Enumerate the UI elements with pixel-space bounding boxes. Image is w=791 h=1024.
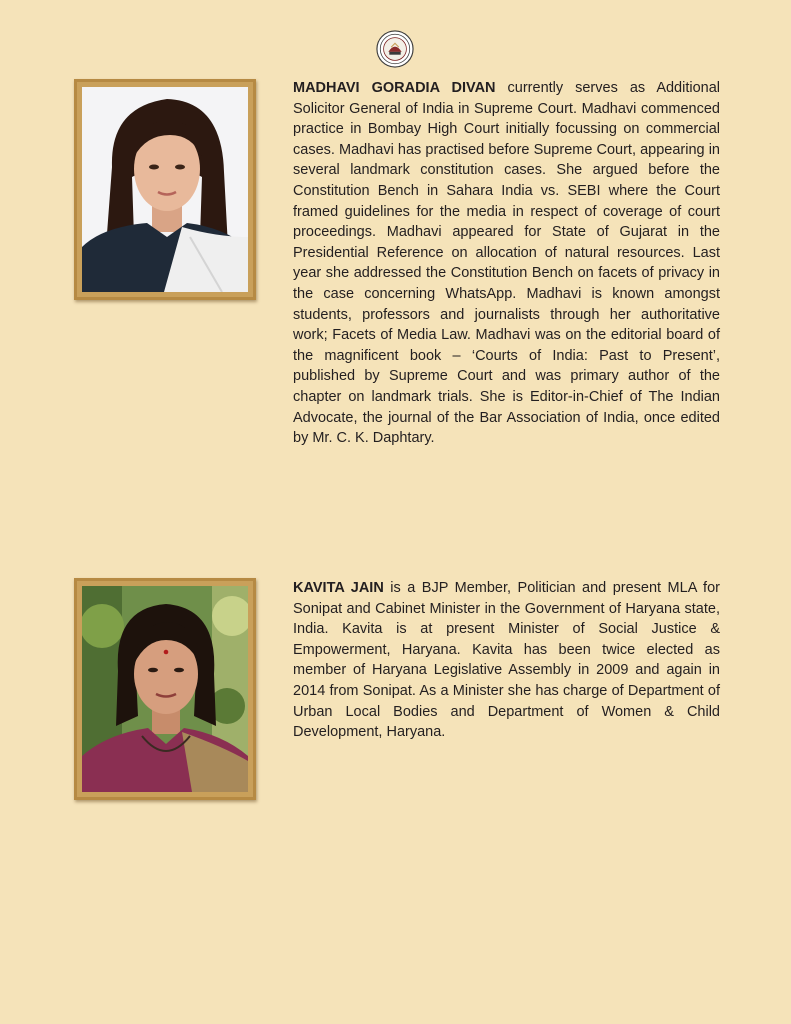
profile-name: MADHAVI GORADIA DIVAN xyxy=(293,80,496,96)
emblem-icon xyxy=(376,30,414,68)
bio-kavita xyxy=(293,578,720,743)
profile-name: KAVITA JAIN xyxy=(293,580,384,596)
profile-photo-madhavi xyxy=(74,79,256,300)
profile-bio-text: is a BJP Member, Politician and present MLA for Sonipat and Cabinet Minister in the Government of Haryana state, India. Kavita is at present Minister of Social Justice & Empowerment, Haryana. Kavita has been twice elected as member of Haryana Legislative Assembly in 2009 and again in 2014 from Sonipat. As a Minister she has charge of Department of Urban Local Bodies and Department of Women & Child Development, Haryana. xyxy=(293,580,720,741)
bio-madhavi xyxy=(293,78,720,449)
profile-photo-kavita xyxy=(74,578,256,800)
profile-bio-text: currently serves as Additional Solicitor General of India in Supreme Court. Madhavi commenced practice in Bombay High Court initially focussing on commercial cases. Madhavi has practised before Supreme Court, appearing in several landmark constitution cases. She argued before the Constitution Bench in Sahara India vs. SEBI where the Court framed guidelines for the media in respect of coverage of court proceedings. Madhavi appeared for State of Gujarat in the Presidential Reference on allocation of natural resources. Last year she addressed the Constitution Bench on facets of privacy in the case concerning WhatsApp. Madhavi is known amongst students, professors and journalists through her authoritative work; Facets of Media Law. Madhavi was on the editorial board of the magnificent book – ‘Courts of India: Past to Present’, published by Supreme Court and was primary author of the chapter on landmark trials. She is Editor-in-Chief of The Indian Advocate, the journal of the Bar Association of India, once edited by Mr. C. K. Daphtary. xyxy=(293,80,721,447)
